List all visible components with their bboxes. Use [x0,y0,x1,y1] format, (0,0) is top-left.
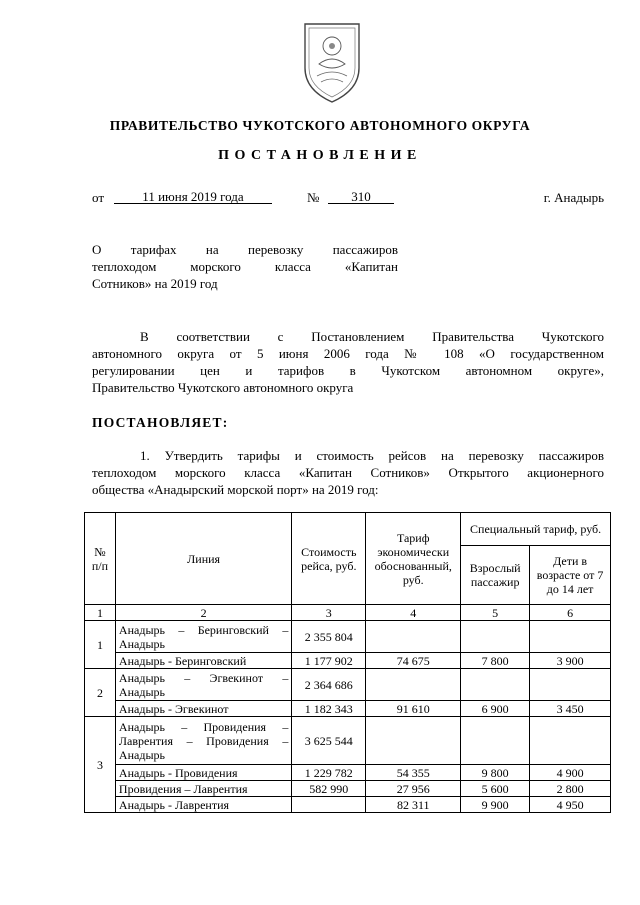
route-name: Анадырь – Беринговский – Анадырь [115,621,291,653]
trip-cost: 2 364 686 [292,669,366,701]
column-number: 2 [115,605,291,621]
preamble-line: В соответствии с Постановлением Правительства Чукотского [140,329,604,344]
economic-tariff: 54 355 [366,765,461,781]
subject-line: теплоходом морского класса «Капитан [92,259,398,274]
subject-line: Сотников» на 2019 год [92,276,218,291]
document-date: 11 июня 2019 года [114,190,272,204]
table-row [85,765,611,781]
child-tariff: 4 900 [530,765,611,781]
child-tariff: 3 450 [530,701,611,717]
date-label: от [92,190,105,205]
table-row [85,669,611,701]
header-adult: Взрослый пассажир [461,546,530,605]
resolve-heading: ПОСТАНОВЛЯЕТ: [92,415,229,430]
route-name: Анадырь - Беринговский [115,653,291,669]
table-row [85,797,611,813]
column-number: 3 [292,605,366,621]
document-number: 310 [328,190,394,204]
trip-cost [292,797,366,813]
adult-tariff [461,669,530,701]
adult-tariff [461,717,530,765]
column-number: 4 [366,605,461,621]
route-name: Анадырь - Провидения [115,765,291,781]
row-num: 2 [85,669,116,717]
child-tariff: 2 800 [530,781,611,797]
route-name: Провидения – Лаврентия [115,781,291,797]
adult-tariff: 9 900 [461,797,530,813]
route-name: Анадырь – Провидения – Лаврентия – Провидения – Анадырь [115,717,291,765]
preamble-paragraph [92,328,604,396]
trip-cost: 2 355 804 [292,621,366,653]
adult-tariff: 9 800 [461,765,530,781]
item-1-line: теплоходом морского класса «Капитан Сотников» Открытого акционерного [92,465,604,480]
header-line: Линия [115,513,291,605]
header-num: № п/п [85,513,116,605]
trip-cost: 1 229 782 [292,765,366,781]
route-name: Анадырь - Лаврентия [115,797,291,813]
economic-tariff [366,717,461,765]
economic-tariff: 82 311 [366,797,461,813]
table-row [85,653,611,669]
item-1-line: 1. Утвердить тарифы и стоимость рейсов на перевозку пассажиров [140,448,604,463]
coat-of-arms-emblem [297,16,367,106]
row-num: 3 [85,717,116,813]
economic-tariff [366,621,461,653]
route-name: Анадырь – Эгвекинот – Анадырь [115,669,291,701]
preamble-line: регулировании цен и тарифов в Чукотском автономном округе», [92,363,604,378]
child-tariff: 3 900 [530,653,611,669]
economic-tariff [366,669,461,701]
economic-tariff: 91 610 [366,701,461,717]
table-row [85,717,611,765]
document-subject [92,241,398,292]
header-special: Специальный тариф, руб. [461,513,611,546]
document-type-title: ПОСТАНОВЛЕНИЕ [218,148,422,163]
economic-tariff: 74 675 [366,653,461,669]
child-tariff [530,621,611,653]
subject-line: О тарифах на перевозку пассажиров [92,242,398,257]
tariff-table [84,512,611,813]
table-row [85,701,611,717]
trip-cost: 3 625 544 [292,717,366,765]
adult-tariff: 6 900 [461,701,530,717]
table-row [85,781,611,797]
route-name: Анадырь - Эгвекинот [115,701,291,717]
item-1-paragraph [92,447,604,498]
preamble-line: Правительство Чукотского автономного округа [92,380,354,395]
preamble-line: автономного округа от 5 июня 2006 года № 108 «О государственном [92,346,604,361]
header-tariff: Тариф экономически обоснованный, руб. [366,513,461,605]
row-num: 1 [85,621,116,669]
column-number: 1 [85,605,116,621]
trip-cost: 1 177 902 [292,653,366,669]
trip-cost: 1 182 343 [292,701,366,717]
trip-cost: 582 990 [292,781,366,797]
column-number: 6 [530,605,611,621]
item-1-line: общества «Анадырский морской порт» на 2019 год: [92,482,379,497]
child-tariff: 4 950 [530,797,611,813]
city: г. Анадырь [543,190,604,205]
government-title: ПРАВИТЕЛЬСТВО ЧУКОТСКОГО АВТОНОМНОГО ОКРУГА [109,118,531,133]
header-cost: Стоимость рейса, руб. [292,513,366,605]
table-row [85,621,611,653]
column-number: 5 [461,605,530,621]
adult-tariff [461,621,530,653]
economic-tariff: 27 956 [366,781,461,797]
adult-tariff: 5 600 [461,781,530,797]
adult-tariff: 7 800 [461,653,530,669]
child-tariff [530,669,611,701]
child-tariff [530,717,611,765]
number-label: № [307,190,320,205]
header-child: Дети в возрасте от 7 до 14 лет [530,546,611,605]
